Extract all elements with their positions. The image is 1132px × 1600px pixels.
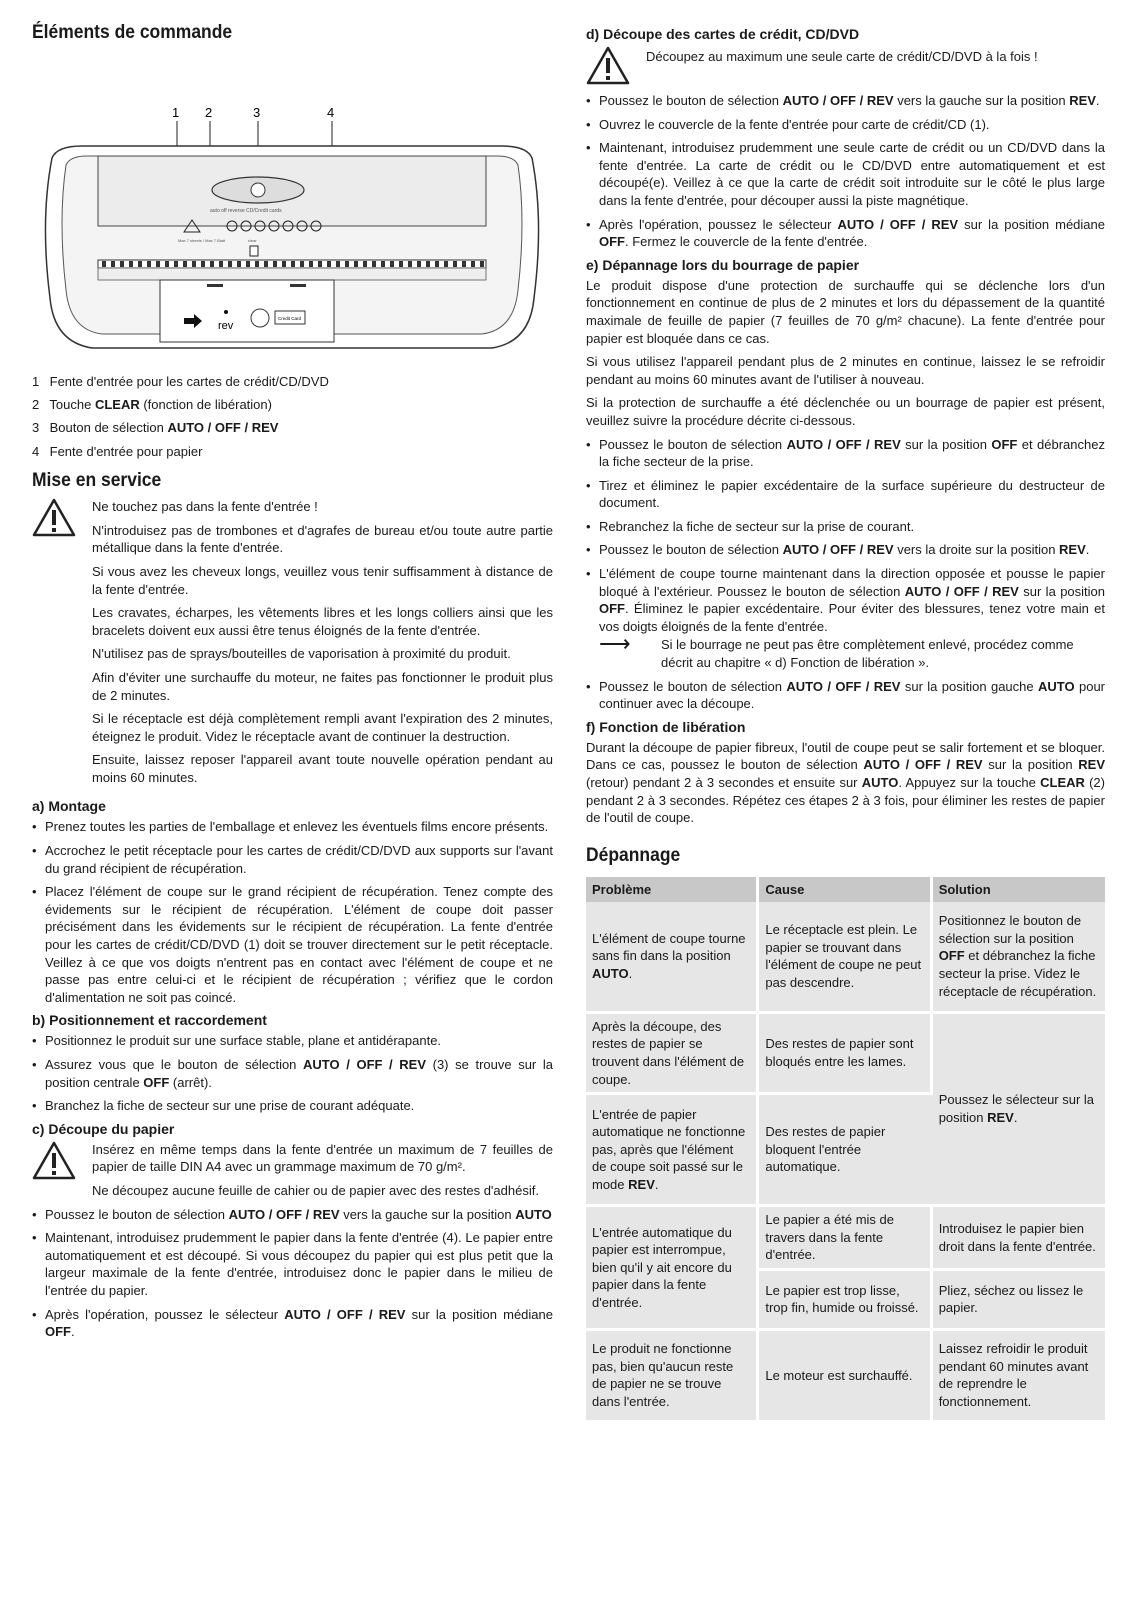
- heading-setup: Mise en service: [32, 470, 162, 492]
- slot-tooth: [120, 261, 124, 267]
- slot-tooth: [444, 261, 448, 267]
- warning-text: Découpez au maximum une seule carte de crédit/CD/DVD à la fois !: [646, 49, 1038, 64]
- list-item: • Poussez le bouton de sélection AUTO / OFF / REV vers la gauche sur la position AUTO: [32, 1206, 553, 1224]
- slot-tooth: [255, 261, 259, 267]
- warning-triangle-icon: [586, 46, 630, 86]
- slot-tooth: [345, 261, 349, 267]
- heading-montage: a) Montage: [32, 798, 106, 815]
- list-item: • Assurez vous que le bouton de sélection AUTO / OFF / REV (3) se trouve sur la position centrale OFF (arrêt).: [32, 1056, 553, 1091]
- heading-credit-cards: d) Découpe des cartes de crédit, CD/DVD: [586, 26, 860, 42]
- list-item: • Poussez le bouton de sélection AUTO / OFF / REV vers la droite sur la position REV.: [586, 541, 1105, 559]
- table-cell: Laissez refroidir le produit pendant 60 minutes avant de reprendre le fonctionnement.: [933, 1331, 1105, 1423]
- slot-tooth: [399, 261, 403, 267]
- slot-tooth: [435, 261, 439, 267]
- control-item: 1 Fente d'entrée pour les cartes de crédit/CD/DVD: [32, 374, 329, 389]
- slot-tooth: [183, 261, 187, 267]
- table-cell: Poussez le sélecteur sur la position REV.: [933, 1014, 1105, 1207]
- slot-tooth: [363, 261, 367, 267]
- list-item: • Poussez le bouton de sélection AUTO / OFF / REV sur la position OFF et débranchez la fiche secteur de la prise.: [586, 436, 1105, 471]
- warning-text: Insérez en même temps dans la fente d'entrée un maximum de 7 feuilles de papier de taille DIN A4 avec un grammage maximum de 70 g/m².: [92, 1141, 553, 1175]
- list-item: • Après l'opération, poussez le sélecteur AUTO / OFF / REV sur la position médiane OFF. Fermez le couvercle de la fente d'entrée.: [586, 216, 1105, 251]
- table-cell: Introduisez le papier bien droit dans la fente d'entrée.: [933, 1207, 1105, 1271]
- table-row: [586, 1207, 1105, 1271]
- paper-warning-block: [32, 1141, 553, 1206]
- list-item: • Après l'opération, poussez le sélecteur AUTO / OFF / REV sur la position médiane OFF.: [32, 1306, 553, 1341]
- list-item: • Poussez le bouton de sélection AUTO / OFF / REV sur la position gauche AUTO pour continuer avec la découpe.: [586, 678, 1105, 713]
- clear-label: clear: [248, 238, 257, 243]
- slot-tooth: [219, 261, 223, 267]
- slot-tooth: [408, 261, 412, 267]
- slot-tooth: [156, 261, 160, 267]
- warning-text: Ne touchez pas dans la fente d'entrée !: [92, 499, 318, 515]
- left-column: [32, 22, 553, 1347]
- callout-1: 1: [172, 105, 180, 120]
- slot-tooth: [201, 261, 205, 267]
- rev-label: rev: [218, 320, 234, 332]
- table-cell: L'entrée de papier automatique ne fonctionne pas, après que l'élément de coupe soit passé sur le mode REV.: [586, 1095, 759, 1207]
- table-cell: Le papier est trop lisse, trop fin, humide ou froissé.: [759, 1271, 932, 1331]
- slot-tooth: [471, 261, 475, 267]
- slot-tooth: [228, 261, 232, 267]
- list-item: • Prenez toutes les parties de l'emballage et enlevez les éventuels films encore présents.: [32, 818, 553, 836]
- table-cell: Le produit ne fonctionne pas, bien qu'aucun reste de papier ne se trouve dans l'entrée.: [586, 1331, 759, 1423]
- list-item: • Branchez la fiche de secteur sur une prise de courant adéquate.: [32, 1097, 553, 1115]
- slot-tooth: [417, 261, 421, 267]
- slot-tooth: [102, 261, 106, 267]
- list-item: • Rebranchez la fiche de secteur sur la prise de courant.: [586, 518, 1105, 536]
- column-header: Solution: [933, 877, 1105, 902]
- note-text: Si le bourrage ne peut pas être complètement enlevé, procédez comme décrit au chapitre « d) Fonction de libération ».: [661, 637, 1074, 671]
- warning-triangle-icon: [32, 498, 76, 538]
- slot-tooth: [309, 261, 313, 267]
- heading-troubleshooting: Dépannage: [586, 844, 681, 866]
- warning-text: N'utilisez pas de sprays/bouteilles de vaporisation à proximité du produit.: [92, 646, 511, 662]
- table-cell: Des restes de papier sont bloqués entre les lames.: [759, 1014, 932, 1095]
- paper-cutting-list: [32, 1206, 553, 1341]
- paragraph: Si la protection de surchauffe a été déclenchée ou un bourrage de papier est présent, veuillez suivre la procédure décrite ci-dessous.: [586, 395, 1105, 428]
- slot-tooth: [264, 261, 268, 267]
- callout-4: 4: [327, 105, 335, 120]
- slot-tooth: [336, 261, 340, 267]
- slot-tooth: [246, 261, 250, 267]
- warning-text: Ne découpez aucune feuille de cahier ou de papier avec des restes d'adhésif.: [92, 1182, 539, 1198]
- slot-tooth: [192, 261, 196, 267]
- credit-warning-block: [586, 46, 1105, 86]
- slot-tooth: [138, 261, 142, 267]
- paper-jam-list-end: [586, 678, 1105, 713]
- credit-card-label: Credit Card: [278, 316, 302, 321]
- list-item: • Ouvrez le couvercle de la fente d'entrée pour carte de crédit/CD (1).: [586, 116, 1105, 134]
- paragraph: Si vous utilisez l'appareil pendant plus de 2 minutes en continue, laissez le se refroidir pendant au moins 60 minutes avant de l'utiliser à nouveau.: [586, 354, 1105, 387]
- list-item: • Maintenant, introduisez prudemment le papier dans la fente d'entrée (4). Le papier entre automatiquement et est découpé. Si vous découpez du papier qui est plus petit que la largeur maximale de la fente d'entrée, introduisez donc le papier dans le milieu de l'entrée du papier.: [32, 1229, 553, 1299]
- heading-paper-jam: e) Dépannage lors du bourrage de papier: [586, 256, 860, 273]
- slot-tooth: [327, 261, 331, 267]
- slot-tooth: [273, 261, 277, 267]
- heading-positioning: b) Positionnement et raccordement: [32, 1012, 267, 1029]
- slot-tooth: [354, 261, 358, 267]
- heading-controls: Éléments de commande: [32, 22, 233, 43]
- table-cell: L'élément de coupe tourne sans fin dans la position AUTO.: [586, 902, 759, 1014]
- slot-tooth: [381, 261, 385, 267]
- slot-tooth: [291, 261, 295, 267]
- column-header: Problème: [586, 877, 759, 902]
- control-item: 3 Bouton de sélection AUTO / OFF / REV: [32, 420, 279, 436]
- positioning-list: [32, 1032, 553, 1114]
- warning-text: Si le réceptacle est déjà complètement rempli avant l'expiration des 2 minutes, éteignez le produit. Videz le réceptacle avant de continuer la destruction.: [92, 711, 553, 744]
- paragraph: Durant la découpe de papier fibreux, l'outil de coupe peut se salir fortement et se bloquer. Dans ce cas, poussez le bouton de sélection AUTO / OFF / REV sur la position REV (retour) pendant 2 à 3 secondes et ensuite sur AUTO. Appuyez sur la touche CLEAR (2) pendant 2 à 3 secondes. Répétez ces étapes 2 à 3 fois, pour éliminer les restes de papier de l'outil de coupe.: [586, 739, 1105, 826]
- table-cell: L'entrée automatique du papier est interrompue, bien qu'il y ait encore du papier dans la fente d'entrée.: [586, 1207, 759, 1331]
- troubleshooting-table: [586, 877, 1105, 1423]
- table-cell: Le moteur est surchauffé.: [759, 1331, 932, 1423]
- list-item: • Positionnez le produit sur une surface stable, plane et antidérapante.: [32, 1032, 553, 1050]
- shredder-figure: [32, 50, 553, 365]
- slot-tooth: [462, 261, 466, 267]
- slot-tooth: [300, 261, 304, 267]
- mode-label: auto off reverse CD/Credit cards: [210, 208, 282, 214]
- slot-tooth: [453, 261, 457, 267]
- right-column: [586, 22, 1105, 1423]
- slot-tooth: [165, 261, 169, 267]
- table-cell: Le papier a été mis de travers dans la fente d'entrée.: [759, 1207, 932, 1271]
- slot-tooth: [426, 261, 430, 267]
- list-item: • Poussez le bouton de sélection AUTO / OFF / REV vers la gauche sur la position REV.: [586, 92, 1105, 110]
- warning-text: Ensuite, laissez reposer l'appareil avant toute nouvelle opération pendant au moins 60 minutes.: [92, 752, 553, 785]
- slot-tooth: [480, 261, 484, 267]
- control-item: 4 Fente d'entrée pour papier: [32, 443, 203, 459]
- table-row: [586, 1014, 1105, 1095]
- slot-tooth: [237, 261, 241, 267]
- callout-3: 3: [253, 105, 261, 120]
- list-item: • Tirez et éliminez le papier excédentaire de la surface supérieure du destructeur de document.: [586, 477, 1105, 512]
- slot-tooth: [147, 261, 151, 267]
- heading-paper-cutting: c) Découpe du papier: [32, 1120, 175, 1137]
- paragraph: Le produit dispose d'une protection de surchauffe qui se déclenche lors d'un fonctionnement en continue de plus de 2 minutes et lors du dépassement de la quantité maximale de feuille de papier (7 feuilles de 70 g/m² chacune). La fente d'entrée pour papier est bloquée dans ce cas.: [586, 277, 1105, 346]
- table-cell: Le réceptacle est plein. Le papier se trouvant dans l'élément de coupe ne peut pas descendre.: [759, 902, 932, 1014]
- list-item: • Placez l'élément de coupe sur le grand récipient de récupération. Tenez compte des évidements sur le récipient de récupération. L'élément de coupe doit passer précisément dans les évidements sur le récipient de récupération. La fente d'entrée pour les cartes de crédit/CD/DVD (1) doit se trouver directement sur le petit réceptacle. Veillez à ce que vos doigts n'entrent pas en contact avec l'élément de coupe et ne passe pas entre celui-ci et le récipient de récupération ; vérifiez que le cordon d'alimentation ne soit pas coincé.: [32, 883, 553, 1006]
- long-arrow-icon: ⟶: [599, 631, 631, 657]
- slot-tooth: [174, 261, 178, 267]
- slot-tooth: [111, 261, 115, 267]
- list-item: • Accrochez le petit réceptacle pour les cartes de crédit/CD/DVD aux supports sur l'avant du grand récipient de récupération.: [32, 842, 553, 877]
- warning-text: Les cravates, écharpes, les vêtements libres et les longs colliers ainsi que les bracelets doivent eux aussi être tenus éloignés de la fente d'entrée.: [92, 605, 553, 638]
- warning-text: N'introduisez pas de trombones et d'agrafes de bureau et/ou toute autre partie métallique dans la fente d'entrée.: [92, 522, 553, 556]
- list-item: • L'élément de coupe tourne maintenant dans la direction opposée et pousse le papier bloqué à l'extérieur. Poussez le bouton de sélection AUTO / OFF / REV sur la position OFF. Éliminez le papier excédentaire. Pour éviter des blessures, tenez votre main et vos doigts éloignés de la fente d'entrée.: [586, 565, 1105, 635]
- max-label: Max 7 sheets / Max 7 Blatt: [178, 238, 226, 243]
- arrow-note: [599, 631, 1105, 671]
- table-header-row: [586, 877, 1105, 902]
- shredder-illustration: [32, 50, 553, 365]
- table-cell: Pliez, séchez ou lissez le papier.: [933, 1271, 1105, 1331]
- slot-tooth: [282, 261, 286, 267]
- paper-jam-list: [586, 436, 1105, 636]
- controls-list: [32, 373, 553, 460]
- slot-tooth: [318, 261, 322, 267]
- warning-text: Si vous avez les cheveux longs, veuillez vous tenir suffisamment à distance de la fente d'entrée.: [92, 563, 553, 597]
- list-item: • Maintenant, introduisez prudemment une seule carte de crédit ou un CD/DVD dans la fente d'entrée. La carte de crédit ou le CD/DVD entre automatiquement et est découpé(e). Veillez à ce que la carte de crédit soit introduite sur le côté le plus large dans la fente d'entrée, pour découper aussi la piste magnétique.: [586, 139, 1105, 209]
- slot-tooth: [372, 261, 376, 267]
- warning-text: Afin d'éviter une surchauffe du moteur, ne faites pas fonctionner le produit plus de 2 minutes.: [92, 669, 553, 703]
- table-cell: Positionnez le bouton de sélection sur la position OFF et débranchez la fiche secteur la prise. Videz le réceptacle de récupération.: [933, 902, 1105, 1014]
- warning-triangle-icon: [32, 1141, 76, 1181]
- credit-cards-list: [586, 92, 1105, 251]
- table-row: [586, 1331, 1105, 1423]
- slot-tooth: [210, 261, 214, 267]
- slot-tooth: [390, 261, 394, 267]
- setup-warning-block: [32, 498, 553, 792]
- table-cell: Des restes de papier bloquent l'entrée automatique.: [759, 1095, 932, 1207]
- montage-list: [32, 818, 553, 1006]
- slot-tooth: [129, 261, 133, 267]
- table-cell: Après la découpe, des restes de papier se trouvent dans l'élément de coupe.: [586, 1014, 759, 1095]
- column-header: Cause: [759, 877, 932, 902]
- heading-release: f) Fonction de libération: [586, 718, 746, 735]
- callout-2: 2: [205, 105, 213, 120]
- table-row: [586, 902, 1105, 1014]
- control-item: 2 Touche CLEAR (fonction de libération): [32, 397, 272, 413]
